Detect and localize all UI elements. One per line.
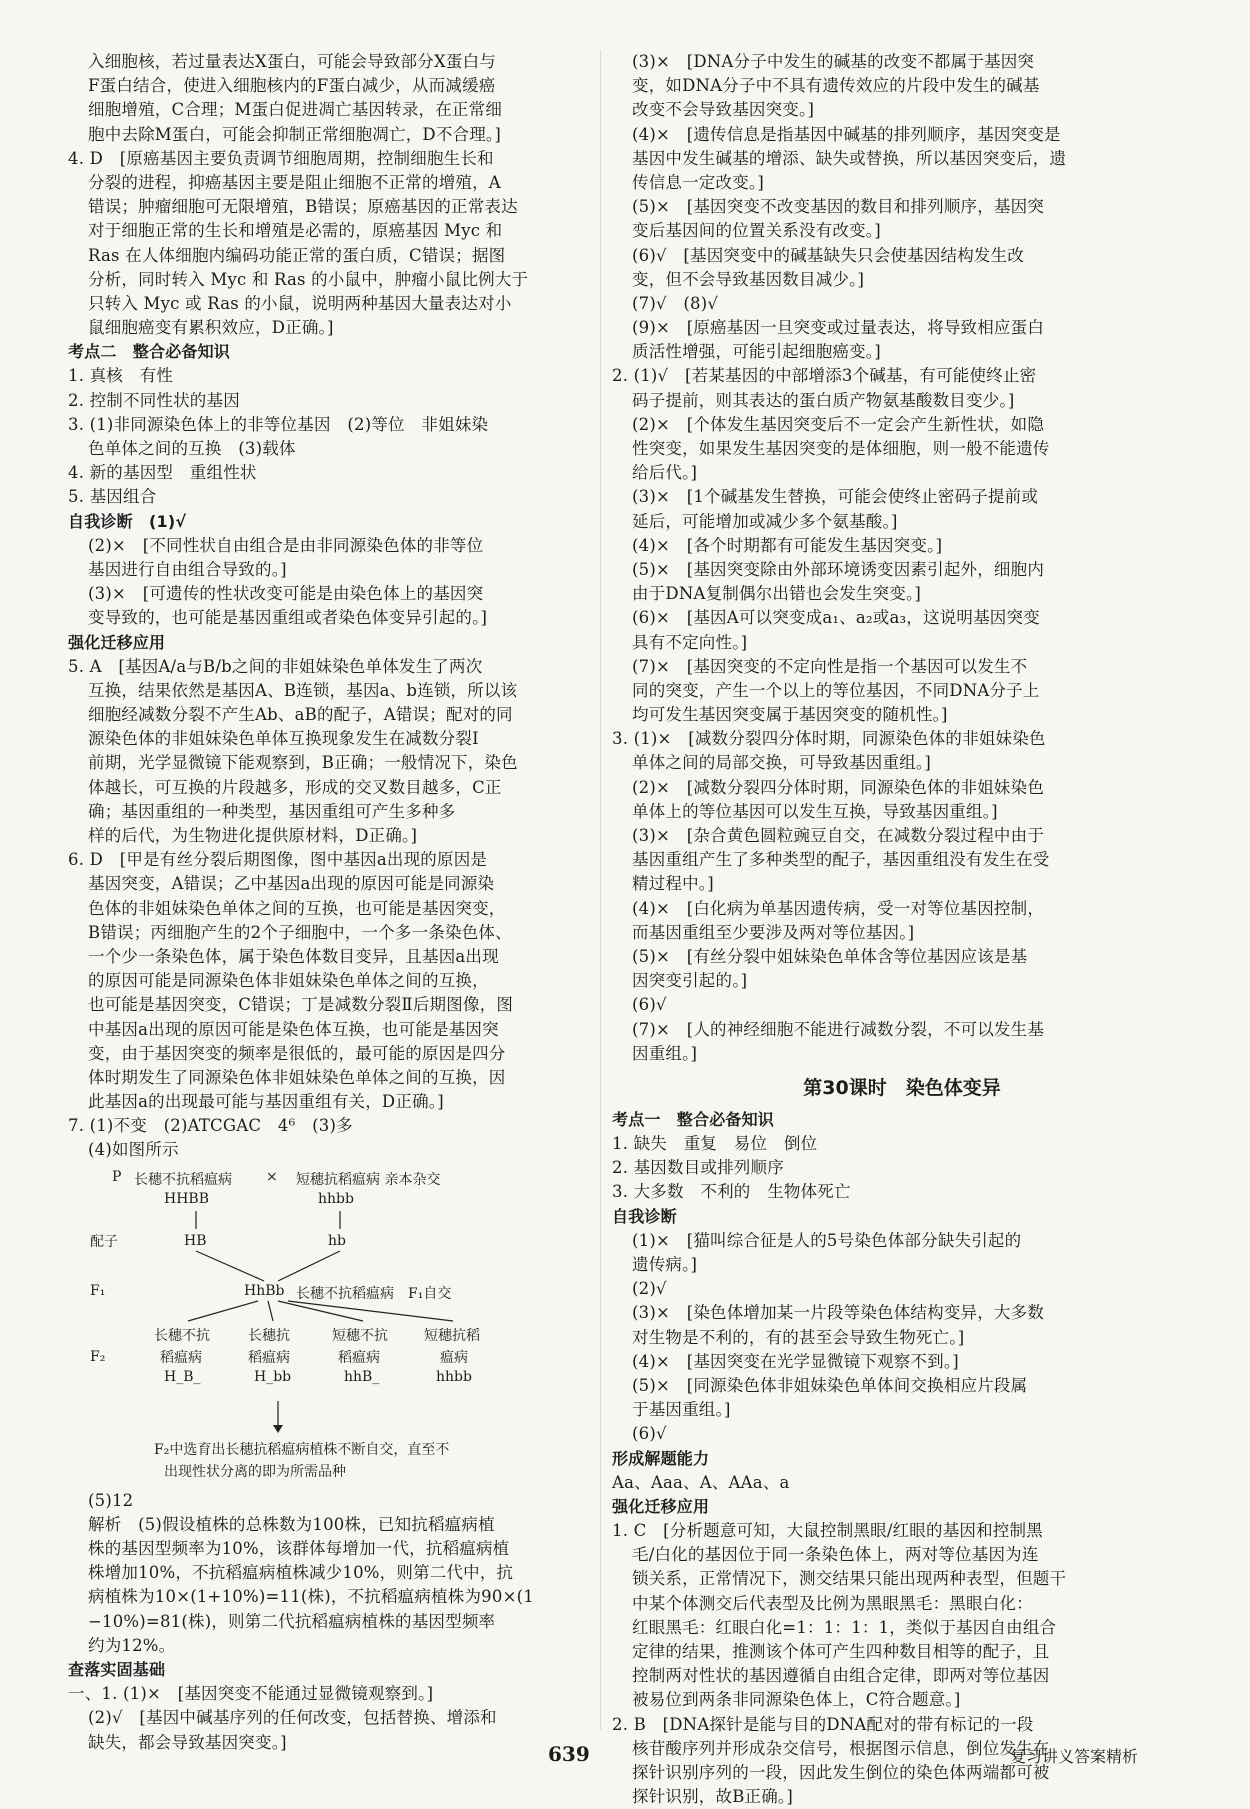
right-text-block-2 xyxy=(612,1108,1192,1809)
text-line: 细胞经减数分裂不产生Ab、aB的配子，A错误；配对的同 xyxy=(88,705,513,725)
text-line: Aa、Aaa、A、AAa、a xyxy=(612,1472,790,1492)
text-line: 缺失，都会导致基因突变。] xyxy=(88,1732,287,1752)
text-line: 解析 (5)假设植株的总株数为100株，已知抗稻瘟病植 xyxy=(88,1514,495,1534)
text-line: 变，由于基因突变的频率是很低的，最可能的原因是四分 xyxy=(88,1043,506,1063)
parent-left-genotype: HHBB xyxy=(164,1190,209,1207)
text-line: 5. A [基因A/a与B/b之间的非姐妹染色单体发生了两次 xyxy=(68,656,483,676)
text-line: 确；基因重组的一种类型，基因重组可产生多种多 xyxy=(88,801,456,821)
text-line: 株的基因型频率为10%，该群体每增加一代，抗稻瘟病植 xyxy=(88,1539,510,1558)
text-line: 也可能是基因突变，C错误；丁是减数分裂Ⅱ后期图像，图 xyxy=(88,995,514,1015)
text-line: (7)× [基因突变的不定向性是指一个基因可以发生不 xyxy=(632,656,1028,676)
text-line: 对生物是不利的，有的甚至会导致生物死亡。] xyxy=(632,1327,965,1347)
text-line: 中某个体测交后代表型及比例为黑眼黑毛：黑眼白化： xyxy=(632,1593,1033,1613)
text-line: 延后，可能增加或减少多个氨基酸。] xyxy=(632,511,898,531)
text-line: (2)√ [基因中碱基序列的任何改变，包括替换、增添和 xyxy=(88,1708,497,1728)
text-line: 基因进行自由组合导致的。] xyxy=(88,559,287,579)
genetic-cross-diagram xyxy=(68,1163,588,1489)
column-divider xyxy=(600,50,601,1730)
text-line: 4. D [原癌基因主要负责调节细胞周期，控制细胞生长和 xyxy=(68,148,494,168)
text-line: 基因突变，A错误；乙中基因a出现的原因可能是同源染 xyxy=(88,874,495,894)
text-line: 一个少一条染色体，属于染色体数目变异，且基因a出现 xyxy=(88,946,499,966)
text-line: 定律的结果，推测该个体可产生四种数目相等的配子，且 xyxy=(632,1642,1050,1661)
right-column xyxy=(612,50,1192,1809)
text-line: 于基因重组。] xyxy=(632,1400,731,1420)
text-line: 色体的非姐妹染色单体之间的互换，也可能是基因突变， xyxy=(88,898,506,918)
text-line: (4)× [基因突变在光学显微镜下观察不到。] xyxy=(632,1351,959,1371)
text-line: (6)√ xyxy=(632,1424,667,1444)
section-heading: 考点二 整合必备知识 xyxy=(68,342,231,362)
text-line: (5)12 xyxy=(88,1490,134,1510)
section-heading: 自我诊断 xyxy=(612,1206,677,1226)
text-line: (1)× [猫叫综合征是人的5号染色体部分缺失引起的 xyxy=(632,1230,1022,1250)
text-line: 分析，同时转入 Myc 和 Ras 的小鼠中，肿瘤小鼠比例大于 xyxy=(88,269,529,289)
text-line: (4)如图所示 xyxy=(88,1140,179,1160)
text-line: 7. (1)不变 (2)ATCGAC 4⁶ (3)多 xyxy=(68,1116,353,1136)
diagram-note-line1: F₂中选育出长穗抗稻瘟病植株不断自交，直至不 xyxy=(154,1441,450,1458)
section-heading: 查落实固基础 xyxy=(68,1659,166,1679)
left-text-block xyxy=(68,50,588,1163)
text-line: 因突变引起的。] xyxy=(632,971,748,991)
text-line: 红眼黑毛：红眼白化=1：1：1：1，类似于基因自由组合 xyxy=(632,1617,1057,1637)
text-line: 入细胞核，若过量表达X蛋白，可能会导致部分X蛋白与 xyxy=(88,52,496,71)
text-line: (4)× [各个时期都有可能发生基因突变。] xyxy=(632,535,943,555)
f2-label: F₂ xyxy=(90,1348,106,1365)
text-line: 病植株为10×(1+10%)=11(株)，不抗稻瘟病植株为90×(1 xyxy=(88,1587,534,1607)
parent-right-phenotype: 短穗抗稻瘟病 亲本杂交 xyxy=(296,1171,441,1188)
text-line: 的原因可能是同源染色体非姐妹染色单体之间的互换， xyxy=(88,971,489,991)
gamete-left: HB xyxy=(184,1232,207,1249)
text-line: 2. (1)√ [若某基因的中部增添3个碱基，有可能使终止密 xyxy=(612,366,1037,386)
section-title: 第30课时 染色体变异 xyxy=(803,1076,1001,1099)
text-line: (6)√ xyxy=(632,995,667,1015)
text-line: 变导致的，也可能是基因重组或者染色体变异引起的。] xyxy=(88,608,488,628)
f2-col1-line1: 长穗不抗 xyxy=(154,1327,210,1344)
f1-label: F₁ xyxy=(90,1282,106,1299)
text-line: 变，但不会导致基因数目减少。] xyxy=(632,269,865,289)
text-line: 约为12%。 xyxy=(88,1635,176,1655)
f2-col2-line2: 稻瘟病 xyxy=(248,1349,290,1366)
text-line: 单体之间的局部交换，可导致基因重组。] xyxy=(632,753,931,773)
text-line: 精过程中。] xyxy=(632,874,714,894)
parent-right-genotype: hhbb xyxy=(318,1190,354,1207)
text-line: 前期，光学显微镜下能观察到，B正确；一般情况下，染色 xyxy=(88,753,518,773)
gamete-right: hb xyxy=(328,1232,346,1249)
f2-col3-genotype: hhB_ xyxy=(344,1368,380,1385)
section-heading: 自我诊断 (1)√ xyxy=(68,511,187,531)
text-line: (3)× [杂合黄色圆粒豌豆自交，在减数分裂过程中由于 xyxy=(632,826,1045,845)
text-line: 6. D [甲是有丝分裂后期图像，图中基因a出现的原因是 xyxy=(68,850,488,870)
text-line: 基因中发生碱基的增添、缺失或替换，所以基因突变后，遗 xyxy=(632,148,1067,168)
text-line: 鼠细胞癌变有累积效应，D正确。] xyxy=(88,318,334,338)
f1-genotype: HhBb xyxy=(244,1282,285,1299)
text-line: 单体上的等位基因可以发生互换，导致基因重组。] xyxy=(632,801,998,821)
text-line: 3. (1)非同源染色体上的非等位基因 (2)等位 非姐妹染 xyxy=(68,414,489,434)
text-line: (7)× [人的神经细胞不能进行减数分裂，不可以发生基 xyxy=(632,1019,1045,1039)
section-heading: 强化迁移应用 xyxy=(68,632,166,652)
text-line: 色单体之间的互换 (3)载体 xyxy=(88,439,296,458)
text-line: 2. 基因数目或排列顺序 xyxy=(612,1158,784,1178)
text-line: 胞中去除M蛋白，可能会抑制正常细胞凋亡，D不合理。] xyxy=(88,124,502,144)
text-line: (6)√ [基因突变中的碱基缺失只会使基因结构发生改 xyxy=(632,245,1025,265)
text-line: 同的突变，产生一个以上的等位基因，不同DNA分子上 xyxy=(632,680,1040,700)
f2-col3-line2: 稻瘟病 xyxy=(338,1349,380,1366)
text-line: 3. 大多数 不利的 生物体死亡 xyxy=(612,1182,851,1202)
text-line: (3)× [1个碱基发生替换，可能会使终止密码子提前或 xyxy=(632,487,1039,507)
text-line: (2)× [不同性状自由组合是由非同源染色体的非等位 xyxy=(88,535,484,555)
text-line: 改变不会导致基因突变。] xyxy=(632,100,815,120)
f2-col4-genotype: hhbb xyxy=(436,1368,472,1385)
text-line: 互换，结果依然是基因A、B连锁，基因a、b连锁，所以该 xyxy=(88,680,518,700)
text-line: Ras 在人体细胞内编码功能正常的蛋白质，C错误；据图 xyxy=(88,245,506,265)
text-line: 核苷酸序列并形成杂交信号，根据图示信息，倒位发生在 xyxy=(632,1738,1050,1758)
text-line: (5)× [基因突变不改变基因的数目和排列顺序，基因突 xyxy=(632,197,1045,217)
right-text-block xyxy=(612,50,1192,1066)
text-line: (7)√ (8)√ xyxy=(632,293,719,313)
text-line: (3)× [DNA分子中发生的碱基的改变不都属于基因突 xyxy=(632,52,1035,71)
diagram-note-line2: 出现性状分离的即为所需品种 xyxy=(164,1463,346,1480)
text-line: (3)× [染色体增加某一片段等染色体结构变异，大多数 xyxy=(632,1303,1045,1323)
gamete-label: 配子 xyxy=(90,1233,118,1250)
text-line: 因重组。] xyxy=(632,1043,698,1063)
text-line: −10%)=81(株)，则第二代抗稻瘟病植株的基因型频率 xyxy=(88,1611,496,1631)
text-line: 给后代。] xyxy=(632,463,698,483)
text-line: 由于DNA复制偶尔出错也会发生突变。] xyxy=(632,584,922,604)
text-line: 探针识别，故B正确。] xyxy=(632,1787,794,1807)
text-line: 被易位到两条非同源染色体上，C符合题意。] xyxy=(632,1690,961,1710)
text-line: 样的后代，为生物进化提供原材料，D正确。] xyxy=(88,826,418,845)
text-line: B错误；丙细胞产生的2个子细胞中，一个多一条染色体、 xyxy=(88,922,512,942)
text-line: (5)× [同源染色体非姐妹染色单体间交换相应片段属 xyxy=(632,1375,1028,1395)
text-line: 5. 基因组合 xyxy=(68,487,157,507)
f1-description: 长穗不抗稻瘟病 F₁自交 xyxy=(296,1285,452,1302)
section-heading: 强化迁移应用 xyxy=(612,1496,710,1516)
text-line: 4. 新的基因型 重组性状 xyxy=(68,463,257,483)
text-line: (9)× [原癌基因一旦突变或过量表达，将导致相应蛋白 xyxy=(632,318,1045,338)
text-line: 2. 控制不同性状的基因 xyxy=(68,390,240,410)
footer-label: 复习讲义答案精析 xyxy=(1010,1747,1139,1766)
text-line: 遗传病。] xyxy=(632,1255,698,1274)
text-line: 控制两对性状的基因遵循自由组合定律，即两对等位基因 xyxy=(632,1666,1050,1686)
text-line: 源染色体的非姐妹染色单体互换现象发生在减数分裂Ⅰ xyxy=(88,729,479,749)
text-line: 细胞增殖，C合理；M蛋白促进凋亡基因转录，在正常细 xyxy=(88,100,503,120)
text-line: 基因重组产生了多种类型的配子，基因重组没有发生在受 xyxy=(632,850,1050,870)
text-line: 体越长，可互换的片段越多，形成的交叉数目越多，C正 xyxy=(88,777,502,797)
text-line: (4)× [遗传信息是指基因中碱基的排列顺序，基因突变是 xyxy=(632,124,1061,144)
text-line: (6)× [基因A可以突变成a₁、a₂或a₃，这说明基因突变 xyxy=(632,608,1040,628)
text-line: 毛/白化的基因位于同一条染色体上，两对等位基因为连 xyxy=(632,1545,1039,1565)
text-line: (5)× [基因突变除由外部环境诱变因素引起外，细胞内 xyxy=(632,559,1045,579)
text-line: 1. 缺失 重复 易位 倒位 xyxy=(612,1134,818,1154)
text-line: 而基因重组至少要涉及两对等位基因。] xyxy=(632,922,915,942)
left-column xyxy=(68,50,588,1755)
text-line: 传信息一定改变。] xyxy=(632,172,764,192)
text-line: 对于细胞正常的生长和增殖是必需的，原癌基因 Myc 和 xyxy=(88,221,503,241)
f2-col2-genotype: H_bb xyxy=(254,1368,292,1385)
text-line: 错误；肿瘤细胞可无限增殖，B错误；原癌基因的正常表达 xyxy=(88,197,518,217)
text-line: 码子提前，则其表达的蛋白质产物氨基酸数目变少。] xyxy=(632,390,1015,410)
text-line: 体时期发生了同源染色体非姐妹染色单体之间的互换，因 xyxy=(88,1067,506,1087)
text-line: 均可发生基因突变属于基因突变的随机性。] xyxy=(632,705,948,725)
text-line: 1. C [分析题意可知，大鼠控制黑眼/红眼的基因和控制黑 xyxy=(612,1521,1043,1541)
page-number: 639 xyxy=(548,1742,590,1766)
text-line: 只转入 Myc 或 Ras 的小鼠，说明两种基因大量表达对小 xyxy=(88,293,512,313)
f2-col1-genotype: H_B_ xyxy=(164,1368,201,1385)
text-line: 株增加10%，不抗稻瘟病植株减少10%，则第二代中，抗 xyxy=(88,1563,514,1583)
f2-col1-line2: 稻瘟病 xyxy=(160,1349,202,1366)
text-line: 探针识别序列的一段，因此发生倒位的染色体两端都可被 xyxy=(632,1762,1050,1782)
text-line: 中基因a出现的原因可能是染色体互换，也可能是基因突 xyxy=(88,1019,499,1039)
f2-col3-line1: 短穗不抗 xyxy=(332,1327,388,1344)
text-line: (2)× [个体发生基因突变后不一定会产生新性状，如隐 xyxy=(632,414,1045,434)
text-line: 2. B [DNA探针是能与目的DNA配对的带有标记的一段 xyxy=(612,1714,1034,1734)
f2-col4-line1: 短穗抗稻 xyxy=(424,1327,480,1344)
text-line: 性突变，如果发生基因突变的是体细胞，则一般不能遗传 xyxy=(632,439,1050,458)
parent-left-phenotype: 长穗不抗稻瘟病 xyxy=(134,1171,232,1188)
text-line: (3)× [可遗传的性状改变可能是由染色体上的基因突 xyxy=(88,584,484,604)
text-line: 1. 真核 有性 xyxy=(68,366,174,386)
section-heading: 考点一 整合必备知识 xyxy=(612,1109,775,1129)
text-line: (5)× [有丝分裂中姐妹染色单体含等位基因应该是基 xyxy=(632,946,1028,966)
text-line: 变后基因间的位置关系没有改变。] xyxy=(632,221,881,241)
text-line: 一、1. (1)× [基因突变不能通过显微镜观察到。] xyxy=(68,1684,434,1704)
section-heading: 形成解题能力 xyxy=(612,1448,710,1468)
text-line: (2)√ xyxy=(632,1279,667,1299)
text-line: 3. (1)× [减数分裂四分体时期，同源染色体的非姐妹染色 xyxy=(612,729,1046,749)
text-line: 具有不定向性。] xyxy=(632,632,748,652)
text-line: 分裂的进程，抑癌基因主要是阻止细胞不正常的增殖，A xyxy=(88,172,501,192)
left-text-block-2 xyxy=(68,1489,588,1755)
text-line: 质活性增强，可能引起细胞癌变。] xyxy=(632,342,881,362)
p-label: P xyxy=(112,1168,122,1185)
cross-symbol: × xyxy=(266,1168,278,1185)
text-line: (2)× [减数分裂四分体时期，同源染色体的非姐妹染色 xyxy=(632,777,1045,797)
text-line: (4)× [白化病为单基因遗传病，受一对等位基因控制， xyxy=(632,898,1045,918)
text-line: 锁关系，正常情况下，测交结果只能出现两种表型，但题干 xyxy=(632,1569,1067,1589)
f2-col2-line1: 长穗抗 xyxy=(248,1327,290,1344)
text-line: F蛋白结合，使进入细胞核内的F蛋白减少，从而减缓癌 xyxy=(88,76,496,96)
text-line: 变，如DNA分子中不具有遗传效应的片段中发生的碱基 xyxy=(632,76,1040,96)
f2-col4-line2: 瘟病 xyxy=(440,1349,468,1366)
text-line: 此基因a的出现最可能与基因重组有关，D正确。] xyxy=(88,1092,444,1112)
